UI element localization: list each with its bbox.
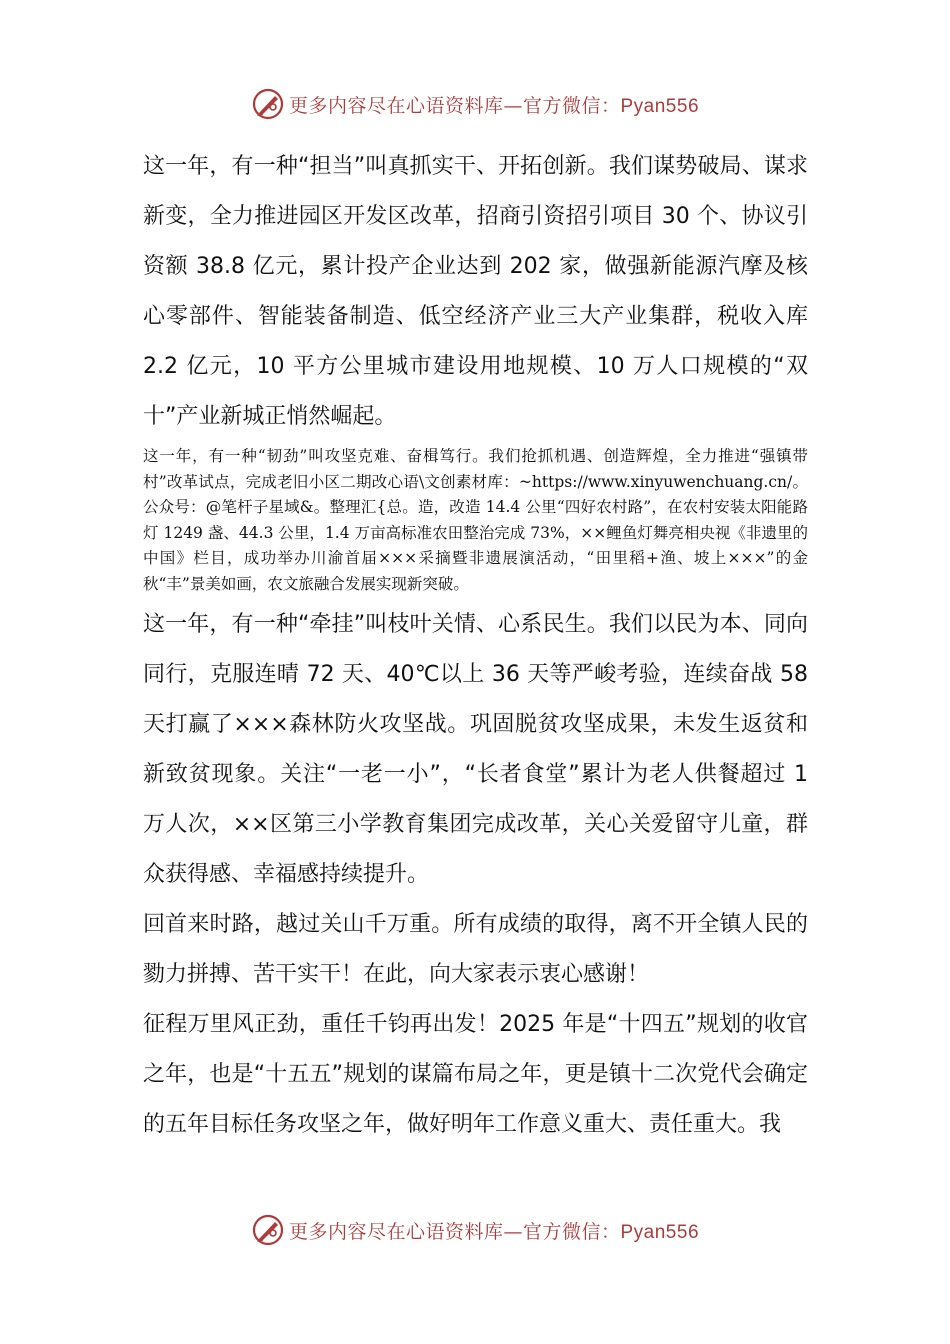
header-banner-text bbox=[289, 91, 699, 118]
header-wechat-id: Pyan556 bbox=[620, 95, 700, 117]
paragraph-outlook: 征程万里风正劲，重任千钧再出发！2025 年是“十四五”规划的收官之年，也是“十五五”规划的谋篇布局之年，更是镇十二次党代会确定的五年目标任务攻坚之年，做好明年工作意义重大、责任重大。我 bbox=[143, 1012, 808, 1137]
footer-banner-label: 更多内容尽在心语资料库—官方微信： bbox=[288, 1220, 621, 1243]
header-banner bbox=[0, 84, 950, 124]
header-banner-label: 更多内容尽在心语资料库—官方微信： bbox=[288, 94, 621, 117]
document-body bbox=[143, 142, 808, 1150]
footer-banner-text bbox=[289, 1217, 699, 1244]
pen-logo-icon bbox=[251, 1213, 285, 1247]
paragraph-gratitude: 回首来时路，越过关山千万重。所有成绩的取得，离不开全镇人民的勠力拼搏、苦干实干！在此，向大家表示衷心感谢！ bbox=[143, 912, 808, 987]
paragraph-livelihood: 这一年，有一种“牵挂”叫枝叶关情、心系民生。我们以民为本、同向同行，克服连晴 72 天、40℃以上 36 天等严峻考验，连续奋战 58 天打赢了×××森林防火攻坚战。巩固脱贫攻坚成果，未发生返贫和新致贫现象。关注“一老一小”，“长者食堂”累计为老人供餐超过 1 万人次，××区第三小学教育集团完成改革，关心关爱留守儿童，群众获得感、幸福感持续提升。 bbox=[143, 612, 808, 887]
footer-wechat-id: Pyan556 bbox=[620, 1221, 700, 1243]
footer-banner bbox=[0, 1210, 950, 1250]
paragraph-tenacity: 这一年，有一种“韧劲”叫攻坚克难、奋楫笃行。我们抢抓机遇、创造辉煌，全力推进“强镇带村”改革试点，完成老旧小区二期改心语\文创素材库：~https://www.xinyuwenchuang.cn/。公众号：@笔杆子星域&。整理汇{总。造，改造 14.4 公里“四好农村路”，在农村安装太阳能路灯 1249 盏、44.3 公里，1.4 万亩高标准农田整治完成 73%，××鲤鱼灯舞亮相央视《非遗里的中国》栏目，成功举办川渝首届×××采摘暨非遗展演活动，“田里稻+渔、坡上×××”的金秋“丰”景美如画，农文旅融合发展实现新突破。 bbox=[143, 447, 808, 593]
paragraph-responsibility: 这一年，有一种“担当”叫真抓实干、开拓创新。我们谋势破局、谋求新变，全力推进园区开发区改革，招商引资招引项目 30 个、协议引资额 38.8 亿元，累计投产企业达到 202 家，做强新能源汽摩及核心零部件、智能装备制造、低空经济产业三大产业集群，税收入库 2.2 亿元，10 平方公里城市建设用地规模、10 万人口规模的“双十”产业新城正悄然崛起。 bbox=[143, 154, 808, 429]
pen-logo-icon bbox=[251, 87, 285, 121]
